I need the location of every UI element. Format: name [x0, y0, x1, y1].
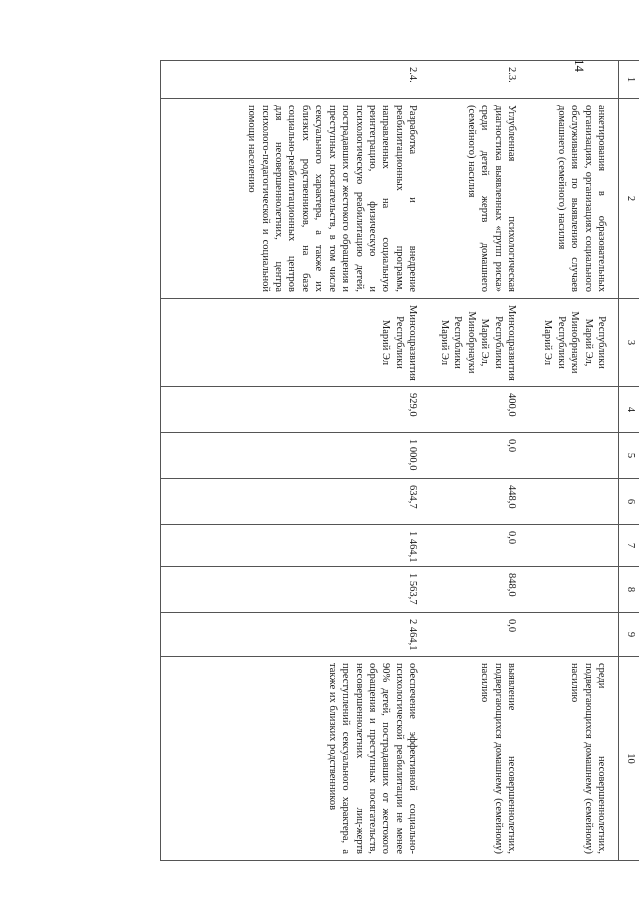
landscape-table-container	[112, 60, 639, 860]
expected-result: выявление несовершеннолетних, подвергающихся домашнему (семейному) насилию	[429, 657, 528, 861]
row-number: 2.4.	[161, 61, 430, 99]
funding-value-col7: 0,0	[429, 525, 528, 567]
funding-value-col9: 0,0	[429, 613, 528, 657]
program-activities-table	[160, 60, 639, 861]
executor-cell: Минсоцразвития Республики Марий Эл	[161, 299, 430, 387]
column-header-2: 2	[619, 99, 639, 299]
funding-value-col5: 1 000,0	[161, 433, 430, 479]
column-header-1: 1	[619, 61, 639, 99]
column-header-9: 9	[619, 613, 639, 657]
activity-description: Разработка и внедрение реабилитационных программ, направленных на социальную реинтеграцию, физическую и психологическую реабилитацию детей, пострадавших от жестокого обращения и преступных посягательств, в том числе сексуального характера, а также их близких родственников, на базе социально-реабилитационных центров для несовершеннолетних, центра психолого-педагогической и социальной помощи населению	[161, 99, 430, 299]
funding-value-col9	[528, 613, 619, 657]
expected-result: обеспечение эффективной социально-психологической реабилитации не менее 90% детей, пострадавших от жестокого обращения и преступных посягательств, несовершеннолетних лиц-жертв преступлений сексуального характера, а также их близких родственников	[161, 657, 430, 861]
funding-value-col4	[528, 387, 619, 433]
activity-description: Углубленная психологическая диагностика выявленных «групп риска» среди детей жертв домашнего (семейного) насилия	[429, 99, 528, 299]
funding-value-col8: 1 563,7	[161, 567, 430, 613]
funding-value-col6: 448,0	[429, 479, 528, 525]
page-number: 14	[572, 59, 587, 72]
funding-value-col5	[528, 433, 619, 479]
table-row	[429, 61, 528, 861]
column-header-8: 8	[619, 567, 639, 613]
column-header-4: 4	[619, 387, 639, 433]
funding-value-col7	[528, 525, 619, 567]
funding-value-col8	[528, 567, 619, 613]
funding-value-col6	[528, 479, 619, 525]
funding-value-col5: 0,0	[429, 433, 528, 479]
column-header-7: 7	[619, 525, 639, 567]
row-number: 2.3.	[429, 61, 528, 99]
activity-description: анкетирования в образовательных организациях, организациях социального обслуживания по выявлению случаев домашнего (семейного) насилия	[528, 99, 619, 299]
table-row	[161, 61, 430, 861]
executor-cell: Минсоцразвития Республики Марий Эл, Минобрнауки Республики Марий Эл	[429, 299, 528, 387]
funding-value-col4: 929,0	[161, 387, 430, 433]
executor-cell: Республики Марий Эл, Минобрнауки Республики Марий Эл	[528, 299, 619, 387]
funding-value-col6: 634,7	[161, 479, 430, 525]
row-number	[528, 61, 619, 99]
column-header-10: 10	[619, 657, 639, 861]
column-header-3: 3	[619, 299, 639, 387]
expected-result: среди несовершеннолетних, подвергающихся домашнему (семейному) насилию	[528, 657, 619, 861]
column-number-header-row	[619, 61, 639, 861]
funding-value-col8: 848,0	[429, 567, 528, 613]
table-row	[528, 61, 619, 861]
funding-value-col9: 2 464,1	[161, 613, 430, 657]
funding-value-col4: 400,0	[429, 387, 528, 433]
column-header-6: 6	[619, 479, 639, 525]
column-header-5: 5	[619, 433, 639, 479]
funding-value-col7: 1 464,1	[161, 525, 430, 567]
